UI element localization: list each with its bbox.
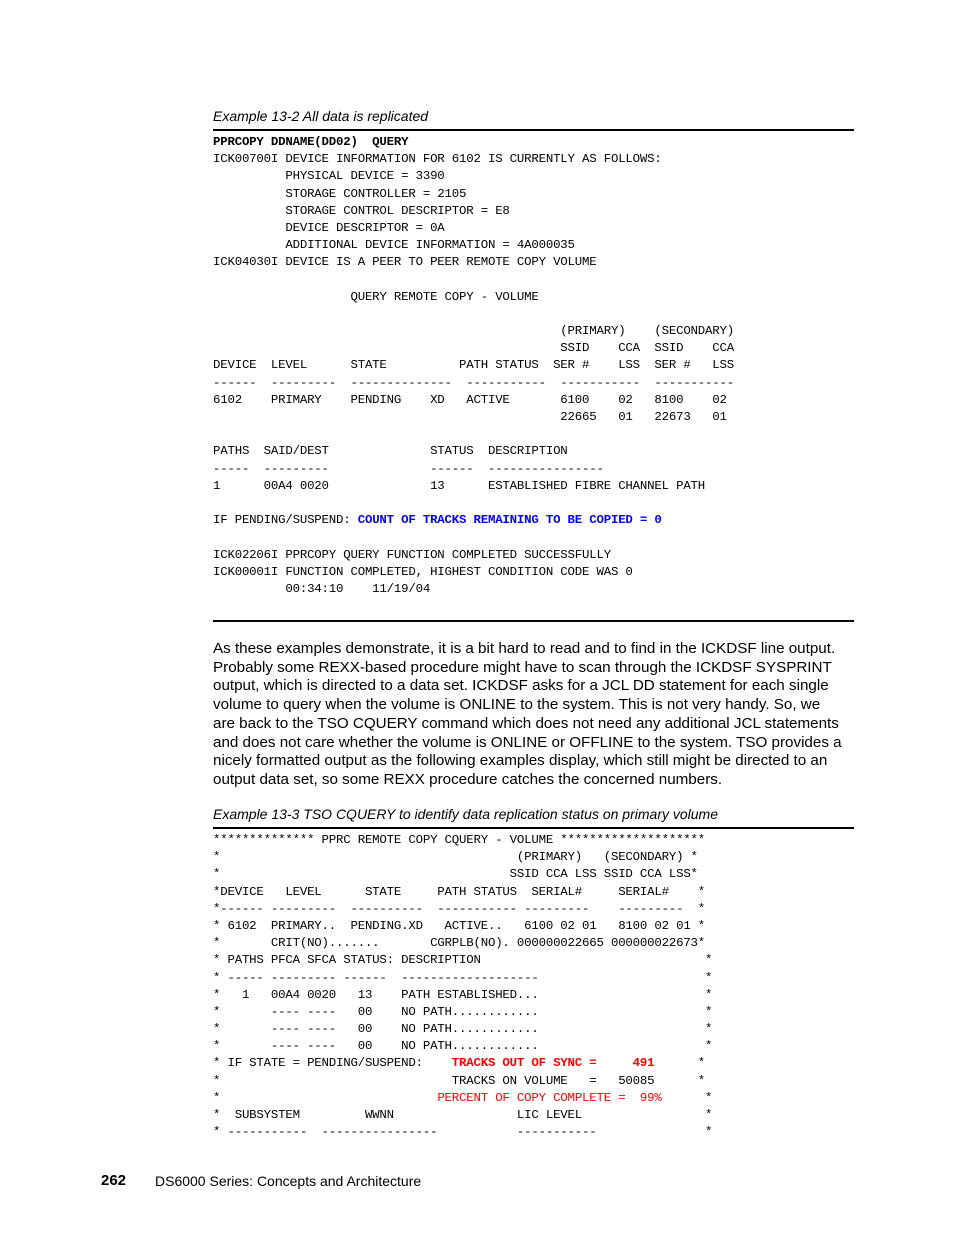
page-number: 262 bbox=[101, 1172, 127, 1189]
code-text: STORAGE CONTROLLER = 2105 bbox=[213, 186, 467, 201]
highlighted-code-text: PPRCOPY DDNAME(DD02) QUERY bbox=[213, 135, 409, 149]
code-line bbox=[213, 1021, 712, 1038]
code-line bbox=[213, 529, 734, 546]
example-13-2-code bbox=[213, 134, 734, 598]
code-text: ----- --------- ------ ---------------- bbox=[213, 461, 604, 476]
code-text: PATHS SAID/DEST STATUS DESCRIPTION bbox=[213, 444, 568, 459]
code-line bbox=[213, 443, 734, 460]
code-line bbox=[213, 203, 734, 220]
code-line bbox=[213, 340, 734, 357]
code-text: * ---- ---- 00 NO PATH............ * bbox=[213, 1004, 713, 1019]
code-text: ADDITIONAL DEVICE INFORMATION = 4A000035 bbox=[213, 238, 575, 253]
code-line bbox=[213, 254, 734, 271]
code-line bbox=[213, 375, 734, 392]
code-line bbox=[213, 186, 734, 203]
code-line bbox=[213, 1038, 712, 1055]
code-text: SSID CCA SSID CCA bbox=[213, 341, 734, 356]
code-text: * ----- --------- ------ ------------------- * bbox=[213, 970, 713, 985]
code-line bbox=[213, 581, 734, 598]
code-text: DEVICE DESCRIPTOR = 0A bbox=[213, 220, 445, 235]
code-line bbox=[213, 1107, 712, 1124]
code-text: * ---- ---- 00 NO PATH............ * bbox=[213, 1022, 713, 1037]
code-text: DEVICE LEVEL STATE PATH STATUS SER # LSS SER # LSS bbox=[213, 358, 734, 373]
code-text: ICK02206I PPRCOPY QUERY FUNCTION COMPLETED SUCCESSFULLY bbox=[213, 547, 611, 562]
paragraph-line: and does not care whether the volume is ONLINE or OFFLINE to the system. TSO provides a bbox=[213, 733, 842, 751]
code-line bbox=[213, 357, 734, 374]
code-line bbox=[213, 168, 734, 185]
example-13-3-top-rule bbox=[213, 827, 854, 829]
code-line bbox=[213, 918, 712, 935]
code-text: PHYSICAL DEVICE = 3390 bbox=[213, 169, 445, 184]
code-line bbox=[213, 272, 734, 289]
code-text: (PRIMARY) (SECONDARY) bbox=[213, 324, 734, 339]
paragraph-line: Probably some REXX-based procedure might have to scan through the ICKDSF SYSPRINT bbox=[213, 658, 832, 676]
code-text: * PATHS PFCA SFCA STATUS: DESCRIPTION * bbox=[213, 953, 713, 968]
code-text: * 6102 PRIMARY.. PENDING.XD ACTIVE.. 6100 02 01 8100 02 01 * bbox=[213, 918, 706, 933]
paragraph-line: volume to query when the volume is ONLINE to the system. This is not very handy. So, we bbox=[213, 696, 821, 714]
code-text: * ----------- ---------------- ----------- * bbox=[213, 1125, 713, 1140]
example-13-2-bottom-rule bbox=[213, 620, 854, 622]
paragraph-line: output, which is directed to a data set. ICKDSF asks for a JCL DD statement for each single bbox=[213, 677, 829, 695]
code-line bbox=[213, 935, 712, 952]
code-text: STORAGE CONTROL DESCRIPTOR = E8 bbox=[213, 203, 510, 218]
example-13-3-code bbox=[213, 832, 712, 1141]
paragraph-line: are back to the TSO CQUERY command which does not need any additional JCL statements bbox=[213, 714, 839, 732]
code-line bbox=[213, 832, 712, 849]
highlighted-code-text: PERCENT OF COPY COMPLETE = 99% bbox=[437, 1090, 662, 1105]
code-text: ************** PPRC REMOTE COPY CQUERY - VOLUME ******************** bbox=[213, 833, 706, 847]
example-13-3-caption: Example 13-3 TSO CQUERY to identify data replication status on primary volume bbox=[213, 806, 718, 822]
code-line bbox=[213, 237, 734, 254]
highlighted-code-text: TRACKS OUT OF SYNC = 491 bbox=[451, 1056, 655, 1071]
code-line bbox=[213, 134, 734, 151]
code-text: ICK00700I DEVICE INFORMATION FOR 6102 IS CURRENTLY AS FOLLOWS: bbox=[213, 152, 662, 167]
code-line bbox=[213, 952, 712, 969]
code-text: 1 00A4 0020 13 ESTABLISHED FIBRE CHANNEL PATH bbox=[213, 478, 706, 493]
code-line bbox=[213, 1124, 712, 1141]
code-text: 00:34:10 11/19/04 bbox=[213, 581, 431, 596]
code-text: * (PRIMARY) (SECONDARY) * bbox=[213, 850, 698, 865]
code-text: * bbox=[654, 1056, 706, 1071]
paragraph-line: nicely formatted output as the following examples display, which still might be directed to an bbox=[213, 752, 828, 770]
code-line bbox=[213, 1073, 712, 1090]
code-line bbox=[213, 970, 712, 987]
code-text: * 1 00A4 0020 13 PATH ESTABLISHED... * bbox=[213, 987, 713, 1002]
code-line bbox=[213, 478, 734, 495]
paragraph-line: As these examples demonstrate, it is a bit hard to read and to find in the ICKDSF line output. bbox=[213, 640, 836, 657]
code-line bbox=[213, 512, 734, 529]
book-title: DS6000 Series: Concepts and Architecture bbox=[155, 1173, 422, 1189]
code-line bbox=[213, 409, 734, 426]
body-paragraph bbox=[213, 640, 858, 790]
code-line bbox=[213, 849, 712, 866]
code-text: IF PENDING/SUSPEND: bbox=[213, 513, 358, 528]
code-text: * IF STATE = PENDING/SUSPEND: bbox=[213, 1056, 452, 1071]
example-13-2-caption: Example 13-2 All data is replicated bbox=[213, 108, 429, 124]
code-text: ------ --------- -------------- ----------- ----------- ----------- bbox=[213, 375, 734, 390]
code-line bbox=[213, 426, 734, 443]
code-text: QUERY REMOTE COPY - VOLUME bbox=[213, 289, 539, 304]
code-text: * bbox=[661, 1090, 713, 1105]
code-line bbox=[213, 1004, 712, 1021]
code-text: * ---- ---- 00 NO PATH............ * bbox=[213, 1039, 713, 1054]
code-line bbox=[213, 151, 734, 168]
code-text: * SSID CCA LSS SSID CCA LSS* bbox=[213, 867, 698, 882]
code-text: *DEVICE LEVEL STATE PATH STATUS SERIAL# SERIAL# * bbox=[213, 884, 706, 899]
code-text: 22665 01 22673 01 bbox=[213, 410, 727, 424]
code-text: * SUBSYSTEM WWNN LIC LEVEL * bbox=[213, 1108, 713, 1122]
code-line bbox=[213, 547, 734, 564]
code-line bbox=[213, 1090, 712, 1107]
code-text: 6102 PRIMARY PENDING XD ACTIVE 6100 02 8100 02 bbox=[213, 392, 727, 407]
code-text: *------ --------- ---------- ----------- --------- --------- * bbox=[213, 901, 706, 916]
code-line bbox=[213, 289, 734, 306]
code-line bbox=[213, 987, 712, 1004]
code-line bbox=[213, 866, 712, 883]
code-text: * TRACKS ON VOLUME = 50085 * bbox=[213, 1073, 706, 1088]
code-line bbox=[213, 495, 734, 512]
code-line bbox=[213, 392, 734, 409]
code-line bbox=[213, 884, 712, 901]
code-line bbox=[213, 220, 734, 237]
code-text: ICK04030I DEVICE IS A PEER TO PEER REMOTE COPY VOLUME bbox=[213, 255, 597, 270]
code-line bbox=[213, 306, 734, 323]
highlighted-code-text: COUNT OF TRACKS REMAINING TO BE COPIED = 0 bbox=[357, 513, 662, 528]
paragraph-line: output data set, so some REXX procedure catches the concerned numbers. bbox=[213, 770, 723, 788]
code-text: ICK00001I FUNCTION COMPLETED, HIGHEST CONDITION CODE WAS 0 bbox=[213, 564, 633, 579]
example-13-2-top-rule bbox=[213, 129, 854, 131]
code-line bbox=[213, 323, 734, 340]
code-line bbox=[213, 901, 712, 918]
code-text: * bbox=[213, 1090, 438, 1105]
code-line bbox=[213, 461, 734, 478]
code-line bbox=[213, 564, 734, 581]
code-text: * CRIT(NO)....... CGRPLB(NO). 000000022665 000000022673* bbox=[213, 936, 706, 951]
code-line bbox=[213, 1055, 712, 1072]
